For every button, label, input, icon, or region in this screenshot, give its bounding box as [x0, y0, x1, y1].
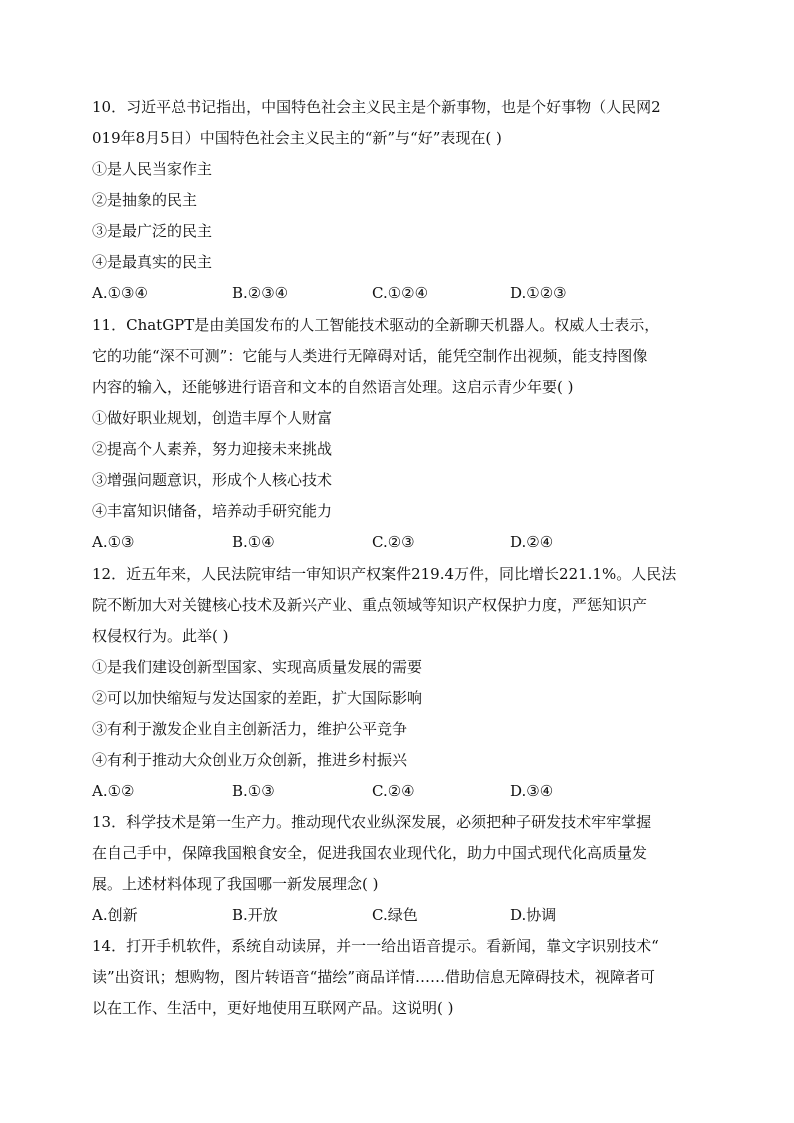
choice-b: B.①③ [232, 782, 275, 800]
question-stem-line: 展。上述材料体现了我国哪一新发展理念( ) [92, 875, 379, 893]
choice-c: C.②④ [372, 782, 415, 800]
choice-a: A.创新 [92, 906, 138, 924]
choice-a: A.①③④ [92, 284, 148, 302]
statement-1: ①是我们建设创新型国家、实现高质量发展的需要 [92, 658, 423, 676]
statement-2: ②可以加快缩短与发达国家的差距，扩大国际影响 [92, 689, 423, 707]
question-stem-line: 11．ChatGPT是由美国发布的人工智能技术驱动的全新聊天机器人。权威人士表示， [92, 316, 660, 334]
choice-c: C.①②④ [372, 284, 429, 302]
statement-2: ②是抽象的民主 [92, 191, 198, 209]
question-stem-line: 以在工作、生活中，更好地使用互联网产品。这说明( ) [92, 999, 454, 1017]
choice-d: D.②④ [510, 533, 554, 551]
question-stem-line: 在自己手中，保障我国粮食安全，促进我国农业现代化，助力中国式现代化高质量发 [92, 844, 648, 862]
question-14 [92, 931, 704, 1024]
question-12 [92, 559, 704, 807]
question-10 [92, 92, 704, 309]
choice-a: A.①② [92, 782, 135, 800]
answer-choices [92, 278, 704, 309]
choice-c: C.绿色 [372, 906, 418, 924]
statement-4: ④丰富知识储备，培养动手研究能力 [92, 502, 333, 520]
choice-b: B.①④ [232, 533, 275, 551]
statement-2: ②提高个人素养，努力迎接未来挑战 [92, 440, 333, 458]
question-stem-line: 院不断加大对关键核心技术及新兴产业、重点领域等知识产权保护力度，严惩知识产 [92, 596, 648, 614]
question-stem-line: 13．科学技术是第一生产力。推动现代农业纵深发展，必须把种子研发技术牢牢掌握 [92, 813, 652, 831]
choice-c: C.②③ [372, 533, 415, 551]
question-stem-line: 它的功能“深不可测”：它能与人类进行无障碍对话，能凭空制作出视频，能支持图像 [92, 347, 648, 365]
statement-3: ③增强问题意识，形成个人核心技术 [92, 471, 333, 489]
answer-choices [92, 776, 704, 807]
answer-choices [92, 527, 704, 558]
choice-d: D.①②③ [510, 284, 567, 302]
statement-3: ③是最广泛的民主 [92, 222, 213, 240]
choice-d: D.协调 [510, 906, 557, 924]
question-stem-line: 10．习近平总书记指出，中国特色社会主义民主是个新事物，也是个好事物（人民网2 [92, 98, 661, 116]
choice-d: D.③④ [510, 782, 554, 800]
statement-3: ③有利于激发企业自主创新活力，维护公平竞争 [92, 720, 408, 738]
question-stem-line: 12．近五年来，人民法院审结一审知识产权案件219.4万件，同比增长221.1%。人民法 [92, 565, 677, 583]
answer-choices [92, 900, 704, 931]
question-stem-line: 内容的输入，还能够进行语音和文本的自然语言处理。这启示青少年要( ) [92, 378, 574, 396]
question-stem-line: 权侵权行为。此举( ) [92, 627, 229, 645]
choice-b: B.②③④ [232, 284, 289, 302]
choice-a: A.①③ [92, 533, 135, 551]
statement-1: ①做好职业规划，创造丰厚个人财富 [92, 409, 333, 427]
statement-4: ④是最真实的民主 [92, 253, 213, 271]
question-13 [92, 807, 704, 931]
question-stem-line: 读”出资讯；想购物，图片转语音“描绘”商品详情……借助信息无障碍技术，视障者可 [92, 968, 656, 986]
statement-4: ④有利于推动大众创业万众创新，推进乡村振兴 [92, 751, 408, 769]
question-stem-line: 019年8月5日）中国特色社会主义民主的“新”与“好”表现在( ) [92, 129, 502, 147]
statement-1: ①是人民当家作主 [92, 160, 213, 178]
question-stem-line: 14．打开手机软件，系统自动读屏，并一一给出语音提示。看新闻，靠文字识别技术“ [92, 937, 659, 955]
question-11 [92, 310, 704, 558]
choice-b: B.开放 [232, 906, 278, 924]
